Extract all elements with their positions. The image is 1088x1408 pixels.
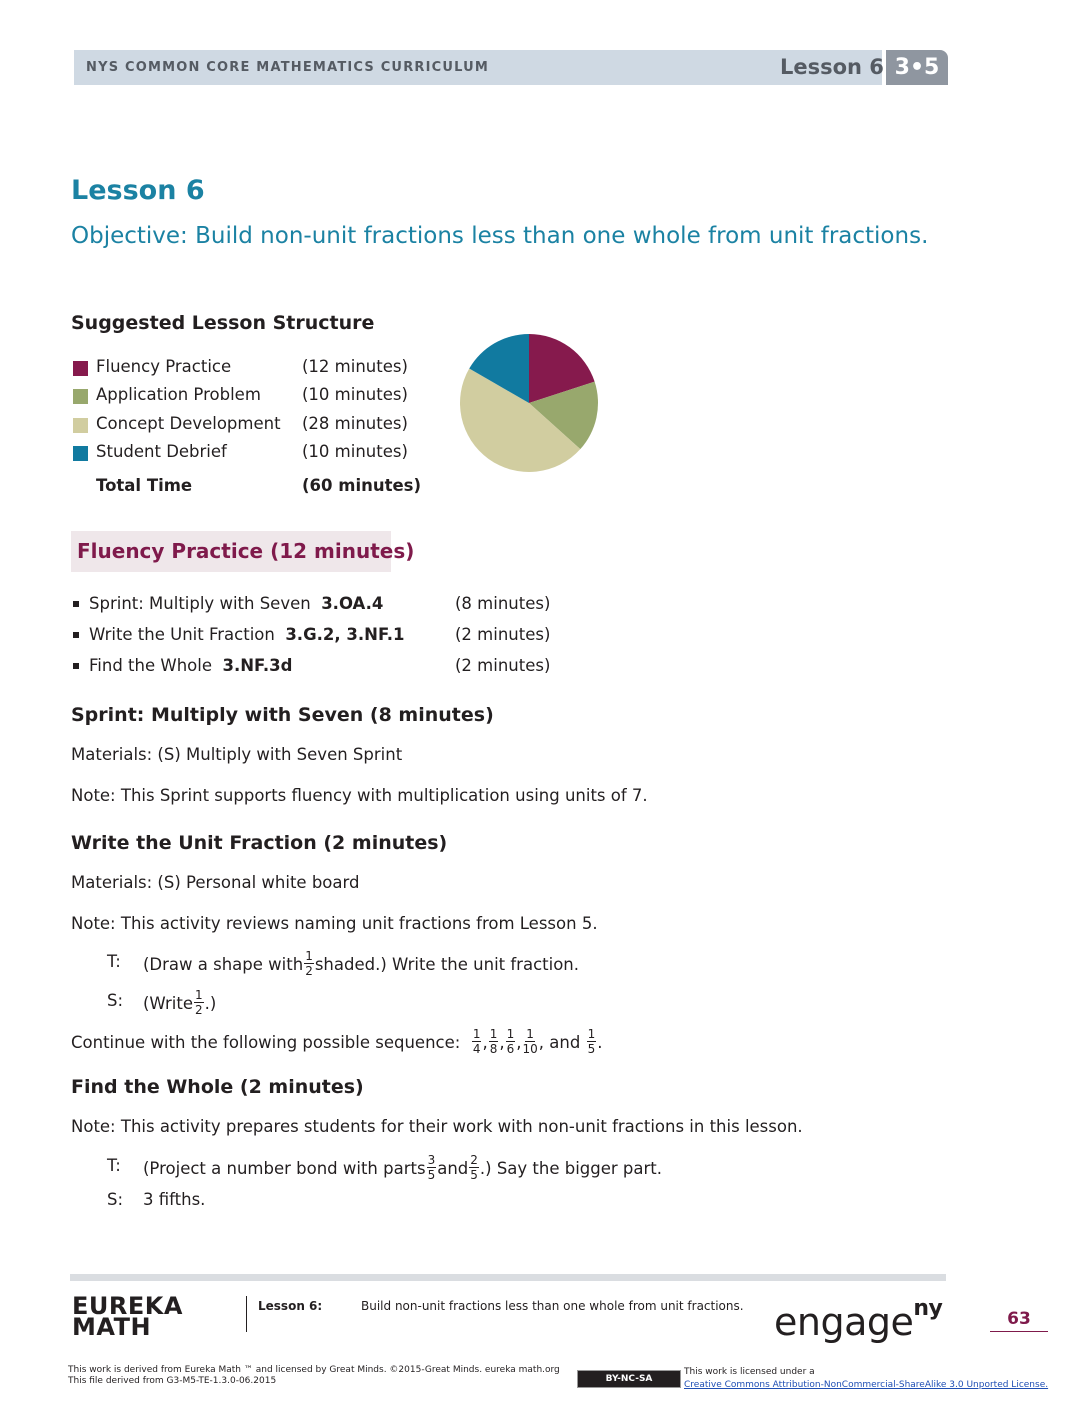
fluency-bullet-standard: 3.NF.3d: [222, 656, 293, 675]
objective: Objective: Build non-unit fractions less than one whole from unit fractions.: [71, 223, 929, 249]
structure-item-label: Application Problem: [96, 385, 261, 404]
license-line-1: This work is licensed under a: [684, 1367, 815, 1377]
footer-description: Build non-unit fractions less than one whole from unit fractions.: [361, 1299, 744, 1313]
grade-module-badge: 3•5: [886, 50, 948, 85]
unit-fraction-note: Note: This activity reviews naming unit fractions from Lesson 5.: [71, 914, 598, 933]
swatch-application: [73, 389, 88, 404]
find-whole-note: Note: This activity prepares students for their work with non-unit fractions in this lesson.: [71, 1117, 803, 1136]
fraction-three-fifths: $\frac{3}{5}$: [427, 1153, 436, 1182]
fluency-bullet-time: (8 minutes): [455, 594, 551, 613]
bullet: [73, 632, 79, 638]
fluency-bullet-time: (2 minutes): [455, 656, 551, 675]
fraction-one-half: $\frac{1}{2}$: [305, 949, 313, 978]
total-time-value: (60 minutes): [302, 476, 422, 495]
swatch-fluency: [73, 361, 88, 376]
find-whole-heading: Find the Whole (2 minutes): [71, 1076, 364, 1098]
structure-item-time: (10 minutes): [302, 385, 408, 404]
fluency-bullet-text: Write the Unit Fraction 3.G.2, 3.NF.1: [89, 625, 405, 644]
fluency-bullet-text: Find the Whole 3.NF.3d: [89, 656, 293, 675]
total-time-label: Total Time: [96, 476, 193, 495]
lesson-structure-pie-chart: [459, 333, 599, 473]
header-lesson: Lesson 6: [780, 55, 884, 79]
fluency-bullet-standard: 3.G.2, 3.NF.1: [285, 625, 405, 644]
fraction: $\frac{1}{10}$: [522, 1027, 538, 1056]
teacher-label: T:: [107, 1156, 121, 1175]
fraction: $\frac{1}{4}$: [472, 1027, 481, 1056]
fraction-one-half: $\frac{1}{2}$: [195, 988, 203, 1017]
sequence-line: Continue with the following possible sequence: $\frac{1}{4}$ , $\frac{1}{8}$ , $\frac{1}{6}$ , $\frac{1}{10}$ , and $\frac{1}{5}$ .: [71, 1027, 603, 1056]
swatch-debrief: [73, 446, 88, 461]
curriculum-title: NYS COMMON CORE MATHEMATICS CURRICULUM: [86, 60, 490, 75]
page-number-underline: [990, 1331, 1048, 1332]
teacher-line: (Project a number bond with parts $\frac{3}{5}$ and $\frac{2}{5}$ .) Say the bigger part.: [143, 1153, 663, 1182]
fluency-bullet-standard: 3.OA.4: [321, 594, 384, 613]
student-line: (Write $\frac{1}{2}$ .): [143, 988, 217, 1017]
fraction: $\frac{1}{6}$: [506, 1027, 515, 1056]
credit-line-1: This work is derived from Eureka Math ™ and licensed by Great Minds. ©2015-Great Minds. eureka math.org: [68, 1365, 560, 1375]
fraction-two-fifths: $\frac{2}{5}$: [470, 1153, 478, 1182]
structure-item-label: Fluency Practice: [96, 357, 232, 376]
structure-item-time: (28 minutes): [302, 414, 408, 433]
unit-fraction-heading: Write the Unit Fraction (2 minutes): [71, 832, 448, 854]
sprint-materials: Materials: (S) Multiply with Seven Sprint: [71, 745, 403, 764]
structure-item-label: Student Debrief: [96, 442, 227, 461]
structure-item-time: (12 minutes): [302, 357, 408, 376]
structure-item-label: Concept Development: [96, 414, 281, 433]
swatch-concept: [73, 418, 88, 433]
student-label: S:: [107, 1190, 124, 1209]
structure-heading: Suggested Lesson Structure: [71, 312, 375, 334]
sprint-heading: Sprint: Multiply with Seven (8 minutes): [71, 704, 494, 726]
student-label: S:: [107, 991, 124, 1010]
fluency-bullet-time: (2 minutes): [455, 625, 551, 644]
fluency-bullet-text: Sprint: Multiply with Seven 3.OA.4: [89, 594, 384, 613]
license-link[interactable]: Creative Commons Attribution-NonCommercial-ShareAlike 3.0 Unported License.: [684, 1380, 1049, 1390]
page-number: 63: [1007, 1309, 1031, 1329]
fluency-title: Fluency Practice (12 minutes): [77, 539, 415, 563]
footer-divider: [70, 1274, 946, 1281]
teacher-line: (Draw a shape with $\frac{1}{2}$ shaded.) Write the unit fraction.: [143, 949, 579, 978]
sprint-note: Note: This Sprint supports fluency with multiplication using units of 7.: [71, 786, 648, 805]
teacher-label: T:: [107, 952, 121, 971]
lesson-title: Lesson 6: [71, 175, 205, 206]
student-response: 3 fifths.: [143, 1190, 206, 1209]
footer-lesson: Lesson 6:: [258, 1299, 323, 1313]
footer-vertical-divider: [246, 1296, 247, 1332]
structure-item-time: (10 minutes): [302, 442, 408, 461]
bullet: [73, 601, 79, 607]
engageny-logo: engage$^{ny}$: [774, 1296, 943, 1344]
cc-license-badge: BY-NC-SA: [577, 1370, 681, 1388]
fraction: $\frac{1}{5}$: [587, 1027, 596, 1056]
credit-line-2: This file derived from G3-M5-TE-1.3.0-06.2015: [68, 1376, 277, 1386]
unit-fraction-materials: Materials: (S) Personal white board: [71, 873, 360, 892]
bullet: [73, 663, 79, 669]
eureka-math-logo: EUREKA MATH: [72, 1292, 183, 1341]
fraction: $\frac{1}{8}$: [489, 1027, 498, 1056]
